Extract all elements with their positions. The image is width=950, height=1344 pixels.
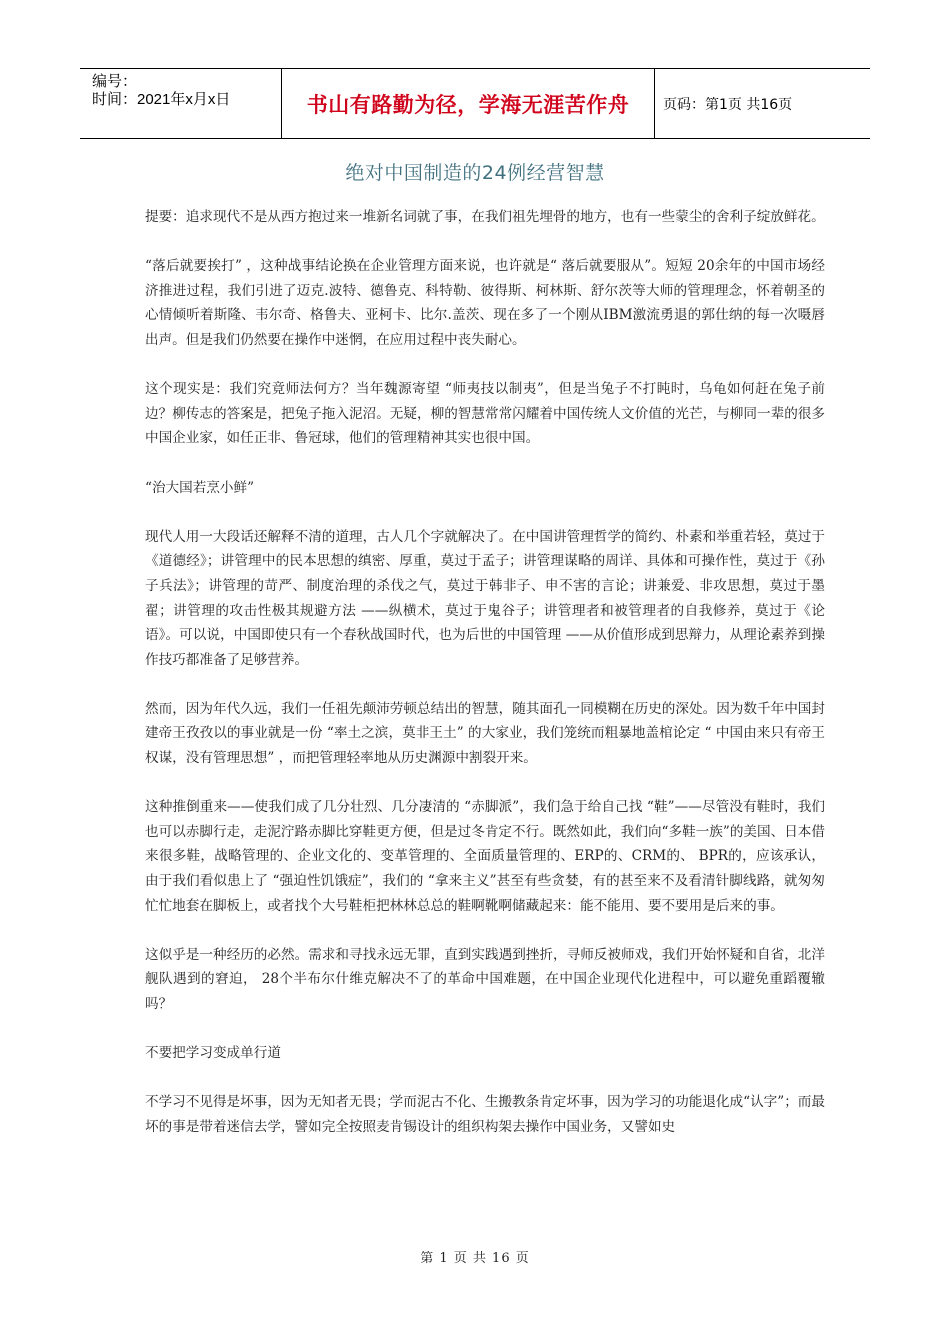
paragraph: “落后就要挨打” ，这种战事结论换在企业管理方面来说，也许就是“ 落后就要服从”。短短 20余年的中国市场经济推进过程，我们引进了迈克.波特、德鲁克、科特勒、彼得斯、柯林斯、舒尔茨等大师的管理理念，怀着朝圣的心情倾听着斯隆、韦尔奇、格鲁夫、亚柯卡、比尔.盖茨、现在多了一个刚从IBM激流勇退的郭仕纳的每一次嗫唇出声。但是我们仍然要在操作中迷惘，在应用过程中丧失耐心。 bbox=[145, 258, 825, 348]
motto-text: 书山有路勤为径，学海无涯苦作舟 bbox=[306, 92, 630, 117]
paragraph: 然而，因为年代久远，我们一任祖先颠沛劳顿总结出的智慧，随其面孔一同模糊在历史的深处。因为数千年中国封建帝王孜孜以的事业就是一份 “率土之滨，莫非王土” 的大家业，我们笼统而粗暴地盖棺论定 “ 中国由来只有帝王权谋，没有管理思想” ，而把管理轻率地从历史渊源中割裂开来。 bbox=[145, 700, 825, 767]
page-footer: 第 1 页 共 16 页 bbox=[420, 1251, 530, 1266]
section-heading: 不要把学习变成单行道 bbox=[145, 1045, 281, 1062]
header-motto-cell bbox=[281, 69, 655, 138]
serial-number-label: 编号： bbox=[92, 73, 138, 90]
date-label: 时间：2021年x月x日 bbox=[92, 91, 231, 108]
paragraph: 现代人用一大段话还解释不清的道理，古人几个字就解决了。在中国讲管理哲学的简约、朴素和举重若轻，莫过于《道德经》；讲管理中的民本思想的缜密、厚重，莫过于孟子；讲管理谋略的周详、具体和可操作性，莫过于《孙子兵法》；讲管理的苛严、制度治理的杀伐之气，莫过于韩非子、申不害的言论；讲兼爱、非攻思想，莫过于墨翟；讲管理的攻击性极其规避方法 ——纵横术，莫过于鬼谷子；讲管理者和被管理者的自我修养，莫过于《论语》。可以说，中国即使只有一个春秋战国时代，也为后世的中国管理 ——从价值形成到思辩力，从理论素养到操作技巧都准备了足够营养。 bbox=[145, 528, 825, 668]
paragraph: 不学习不见得是坏事，因为无知者无畏；学而泥古不化、生搬教条肯定坏事，因为学习的功能退化成“认字”；而最坏的事是带着迷信去学，譬如完全按照麦肯锡设计的组织构架去操作中国业务，又譬如史 bbox=[145, 1094, 825, 1135]
paragraph: 这种推倒重来——使我们成了几分壮烈、几分凄清的 “赤脚派”，我们急于给自己找 “鞋”——尽管没有鞋时，我们也可以赤脚行走，走泥泞路赤脚比穿鞋更方便，但是过冬肯定不行。既然如此，我们向“多鞋一族”的美国、日本借来很多鞋，战略管理的、企业文化的、变革管理的、全面质量管理的、ERP的、CRM的、 BPR的，应该承认，由于我们看似患上了 “强迫性饥饿症”，我们的 “拿来主义”甚至有些贪婪，有的甚至来不及看清针脚线路，就匆匆忙忙地套在脚板上，或者找个大号鞋柜把林林总总的鞋啊靴啊储藏起来：能不能用、要不要用是后来的事。 bbox=[145, 799, 825, 914]
document-title: 绝对中国制造的24例经营智慧 bbox=[345, 162, 605, 184]
header-table bbox=[80, 68, 870, 139]
section-heading: “治大国若烹小鲜” bbox=[145, 479, 255, 496]
page-info-text: 页码：第1页 共16页 bbox=[663, 96, 793, 113]
abstract-paragraph: 提要：追求现代不是从西方抱过来一堆新名词就了事，在我们祖先埋骨的地方，也有一些蒙尘的舍利子绽放鲜花。 bbox=[145, 209, 825, 225]
paragraph: 这似乎是一种经历的必然。需求和寻找永远无罪，直到实践遇到挫折，寻师反被师戏，我们开始怀疑和自省，北洋舰队遇到的窘迫， 28个半布尔什维克解决不了的革命中国难题，在中国企业现代化进程中，可以避免重蹈覆辙吗？ bbox=[145, 946, 825, 1012]
paragraph: 这个现实是：我们究竟师法何方？当年魏源寄望 “师夷技以制夷”，但是当兔子不打盹时，乌龟如何赶在兔子前边？柳传志的答案是，把兔子拖入泥沼。无疑，柳的智慧常常闪耀着中国传统人文价值的光芒，与柳同一辈的很多中国企业家，如任正非、鲁冠球，他们的管理精神其实也很中国。 bbox=[145, 381, 825, 447]
document-body bbox=[145, 205, 825, 1164]
header-page-info bbox=[655, 69, 870, 138]
header-meta bbox=[80, 69, 281, 138]
